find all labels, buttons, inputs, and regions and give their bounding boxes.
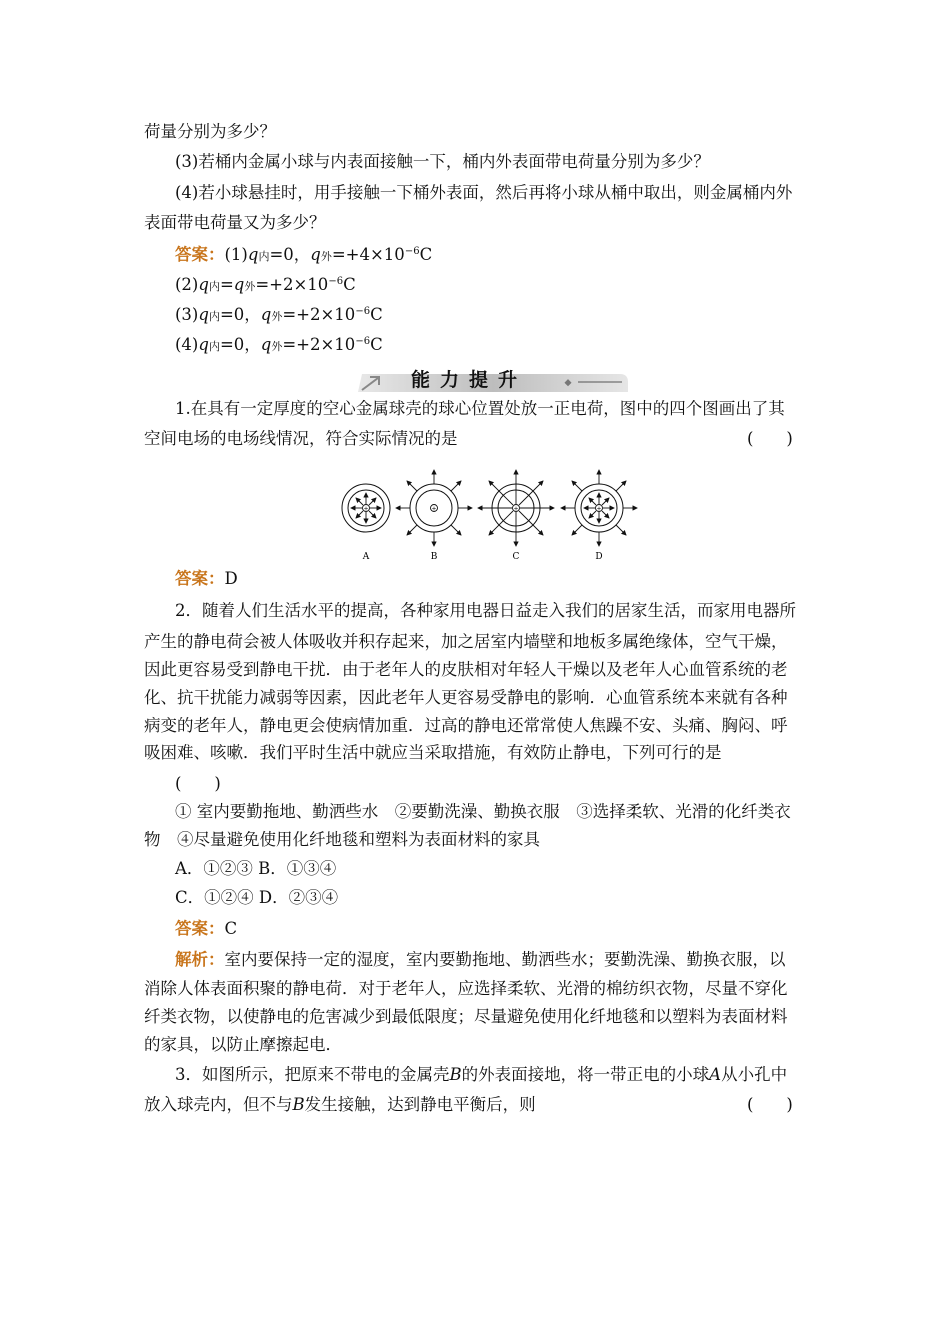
q2-text-line: 2．随着人们生活水平的提高，各种家用电器日益走入我们的居家生活，而家用电器所: [175, 601, 796, 620]
text-line: (4)若小球悬挂时，用手接触一下桶外表面，然后再将小球从桶中取出，则金属桶内外: [175, 183, 793, 202]
text-line: (3)若桶内金属小球与内表面接触一下，桶内外表面带电荷量分别为多少？: [175, 152, 710, 171]
q3-text-line: [175, 1065, 787, 1085]
figure-label-b: B: [430, 552, 438, 562]
q-symbol: q: [233, 275, 245, 294]
q1-text-line: 空间电场的电场线情况，符合实际情况的是: [144, 429, 458, 448]
answer-value: =+2×10: [282, 335, 356, 354]
subscript-outer: 外: [271, 340, 283, 353]
answer-line-1: [175, 242, 432, 267]
text-line: 荷量分别为多少？: [144, 122, 276, 141]
answer-value: =0，: [219, 305, 261, 324]
q2-text-line: 化、抗干扰能力减弱等因素，因此老年人更容易受静电的影响．心血管系统本来就有各种: [144, 688, 788, 707]
unit: C: [370, 335, 383, 354]
subscript-outer: 外: [244, 280, 256, 293]
subscript-inner: 内: [208, 280, 220, 293]
q2-choices-ab: A．①②③ B．①③④: [175, 859, 337, 878]
unit: C: [419, 245, 433, 264]
answer-prefix: (3): [175, 305, 199, 324]
figure-label-c: C: [512, 552, 520, 562]
q2-analysis-line: [175, 950, 786, 970]
q2-text-line: 病变的老年人，静电更会使病情加重．过高的静电还常常使人焦躁不安、头痛、胸闷、呼: [144, 716, 788, 735]
equals: =: [219, 275, 234, 294]
q2-text-line: 因此更容易受到静电干扰．由于老年人的皮肤相对年轻人干燥以及老年人心血管系统的老: [144, 660, 788, 679]
q-symbol: q: [260, 305, 272, 324]
answer-prefix: (2): [175, 275, 199, 294]
answer-bracket: ( ): [747, 1095, 793, 1114]
answer-bracket: ( ): [175, 774, 221, 793]
answer-prefix: (1): [224, 245, 248, 264]
q3-text-line: [144, 1095, 536, 1115]
symbol-b: B: [292, 1095, 305, 1114]
unit: C: [343, 275, 356, 294]
answer-value: =0，: [219, 335, 261, 354]
q-symbol: q: [247, 245, 259, 264]
q2-options-line: 物 ④尽量避免使用化纤地毯和塑料为表面材料的家具: [144, 830, 540, 849]
q-symbol: q: [198, 335, 209, 354]
subscript-outer: 外: [271, 310, 283, 323]
exponent: −6: [404, 246, 420, 257]
symbol-b: B: [449, 1065, 462, 1084]
figure-label-d: D: [595, 552, 603, 562]
section-banner: [352, 368, 630, 394]
answer-label: 答案：: [175, 245, 225, 264]
subscript-inner: 内: [208, 340, 220, 353]
q3-text: 发生接触，达到静电平衡后，则: [304, 1095, 536, 1114]
q-symbol: q: [260, 335, 272, 354]
q2-analysis-line: 的家具，以防止摩擦起电．: [144, 1035, 342, 1054]
exponent: −6: [328, 276, 344, 287]
answer-bracket: ( ): [747, 429, 793, 448]
q2-analysis-line: 纤类衣物，以使静电的危害减少到最低限度；尽量避免使用化纤地毯和以塑料为表面材料: [144, 1007, 788, 1026]
answer-value: =+2×10: [255, 275, 329, 294]
svg-text:+: +: [431, 505, 437, 513]
q-symbol: q: [310, 245, 321, 264]
answer-label: 答案：: [175, 569, 225, 588]
q-symbol: q: [198, 275, 209, 294]
q3-text: 从小孔中: [721, 1065, 788, 1084]
svg-text:+: +: [596, 505, 602, 513]
q2-text-line: 吸困难、咳嗽．我们平时生活中就应当采取措施，有效防止静电，下列可行的是: [144, 743, 722, 762]
answer-line-4: [175, 332, 383, 357]
figure-label-a: A: [362, 552, 370, 562]
answer-value: =+2×10: [282, 305, 356, 324]
subscript-outer: 外: [320, 250, 332, 263]
section-title: 能力提升: [410, 369, 527, 391]
figure-option-c: [478, 470, 554, 546]
q1-text-line: 1.在具有一定厚度的空心金属球壳的球心位置处放一正电荷，图中的四个图画出了其: [175, 399, 785, 418]
analysis-text: 室内要保持一定的湿度，室内要勤拖地、勤洒些水；要勤洗澡、勤换衣服，以: [224, 950, 786, 969]
answer-line-2: [175, 272, 356, 297]
subscript-inner: 内: [258, 250, 270, 263]
q2-options-line: ① 室内要勤拖地、勤洒些水 ②要勤洗澡、勤换衣服 ③选择柔软、光滑的化纤类衣: [175, 802, 791, 821]
q2-analysis-line: 消除人体表面积聚的静电荷．对于老年人，应选择柔软、光滑的棉纺织衣物，尽量不穿化: [144, 979, 788, 998]
svg-text:+: +: [513, 505, 519, 513]
answer-value: D: [224, 569, 238, 588]
answer-label: 答案：: [175, 919, 225, 938]
answer-line-3: [175, 302, 383, 327]
q-symbol: q: [198, 305, 209, 324]
q2-answer: [175, 919, 237, 939]
unit: C: [370, 305, 383, 324]
exponent: −6: [355, 336, 371, 347]
subscript-inner: 内: [208, 310, 220, 323]
q3-text: 的外表面接地，将一带正电的小球: [461, 1065, 710, 1084]
symbol-a: A: [709, 1065, 722, 1084]
answer-prefix: (4): [175, 335, 199, 354]
q1-answer: [175, 569, 238, 589]
exponent: −6: [355, 306, 371, 317]
q2-text-line: 产生的静电荷会被人体吸收并积存起来，加之居室内墙壁和地板多属绝缘体，空气干燥，: [144, 632, 788, 651]
figure-option-d: [561, 470, 637, 546]
svg-text:+: +: [363, 505, 369, 513]
q2-choices-cd: C．①②④ D．②③④: [175, 888, 339, 907]
answer-value: =+4×10: [331, 245, 405, 264]
text-line: 表面带电荷量又为多少？: [144, 213, 326, 232]
answer-value: =0，: [269, 245, 311, 264]
figure-option-b: [396, 470, 472, 546]
q3-text: 放入球壳内，但不与: [144, 1095, 293, 1114]
electric-field-figure: [338, 463, 638, 563]
figure-option-a: [342, 484, 390, 532]
answer-value: C: [224, 919, 238, 938]
q3-text: 3．如图所示，把原来不带电的金属壳: [175, 1065, 450, 1084]
analysis-label: 解析：: [175, 950, 225, 969]
